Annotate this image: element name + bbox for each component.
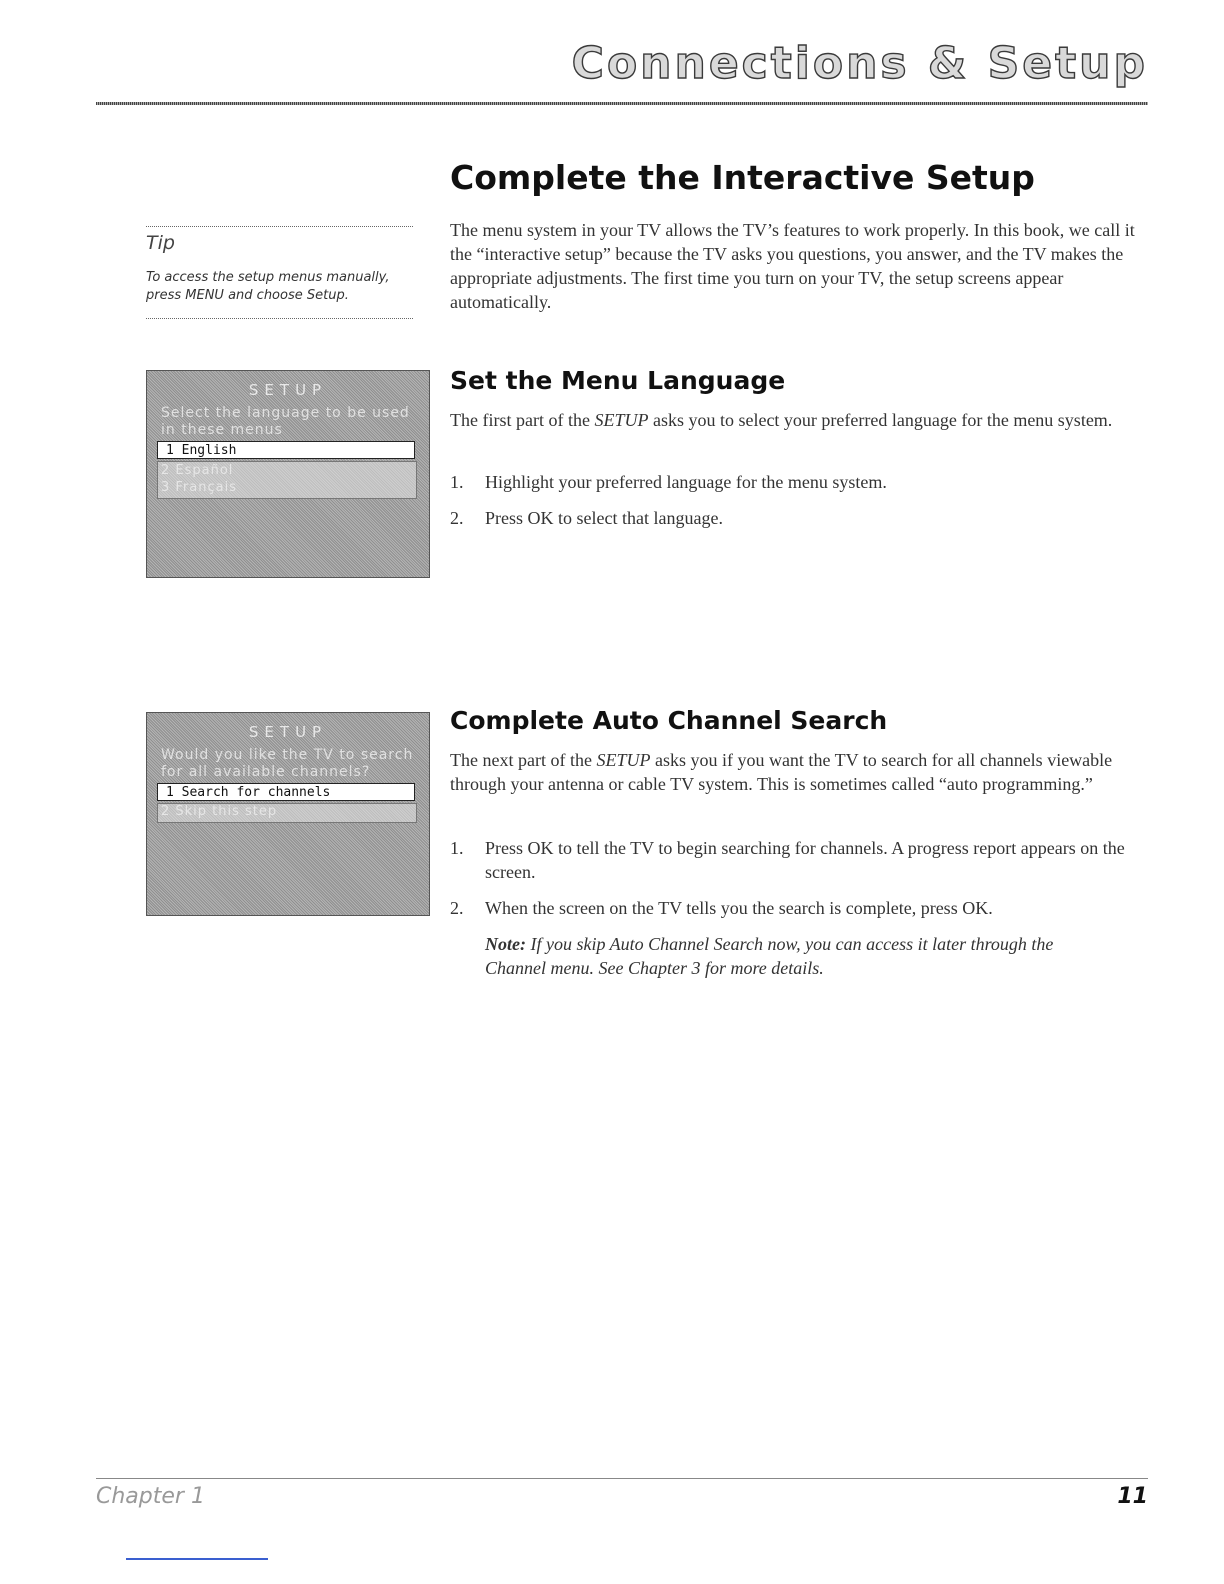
- screen-title: SETUP: [248, 723, 328, 741]
- screen-option-selected: 1 English: [157, 441, 415, 459]
- screen-title: SETUP: [248, 381, 328, 399]
- tip-top-divider: [146, 226, 414, 227]
- screen-option: 3 Français: [161, 480, 237, 495]
- header-divider: [96, 102, 1148, 105]
- channel-section-heading: Complete Auto Channel Search: [450, 706, 888, 735]
- bottom-link-underline: [126, 1558, 268, 1560]
- section-header-title: Connections & Setup: [571, 38, 1148, 89]
- note-paragraph: Note: If you skip Auto Channel Search now, you can access it later through the Channel menu. See Chapter 3 for more details.: [485, 934, 1054, 978]
- setup-emphasis: SETUP: [596, 750, 651, 770]
- intro-paragraph: The menu system in your TV allows the TV’s features to work properly. In this book, we call it the “interactive setup” because the TV asks you questions, you answer, and the TV makes the appropriate adjustments. The first time you turn on your TV, the setup screens appear automatically.: [450, 220, 1135, 312]
- page-number: 11: [1117, 1484, 1148, 1509]
- page-title: Complete the Interactive Setup: [450, 158, 1035, 197]
- setup-emphasis: SETUP: [594, 410, 649, 430]
- tv-setup-screen-language: [146, 370, 430, 578]
- list-item: 1. Press OK to tell the TV to begin searching for channels. A progress report appears on the screen.: [450, 838, 1125, 882]
- screen-option: 2 Español: [161, 463, 234, 478]
- language-section-intro: The first part of the SETUP asks you to select your preferred language for the menu system.: [450, 410, 1113, 430]
- screen-option: 2 Skip this step: [161, 804, 278, 819]
- tv-setup-screen-channel-search: [146, 712, 430, 916]
- footer-divider: [96, 1478, 1148, 1479]
- screen-prompt: Select the language to be used in these menus: [161, 405, 410, 438]
- tip-bottom-divider: [146, 318, 414, 319]
- screen-option-selected: 1 Search for channels: [157, 783, 415, 801]
- channel-section-intro: The next part of the SETUP asks you if you want the TV to search for all channels viewable through your antenna or cable TV system. This is sometimes called “auto programming.”: [450, 750, 1113, 794]
- tip-text: To access the setup menus manually, press MENU and choose Setup.: [146, 270, 390, 303]
- tip-title: Tip: [146, 232, 175, 254]
- language-section-heading: Set the Menu Language: [450, 366, 786, 395]
- note-label: Note:: [485, 934, 526, 954]
- chapter-label: Chapter 1: [96, 1484, 205, 1509]
- screen-prompt: Would you like the TV to search for all available channels?: [161, 747, 414, 780]
